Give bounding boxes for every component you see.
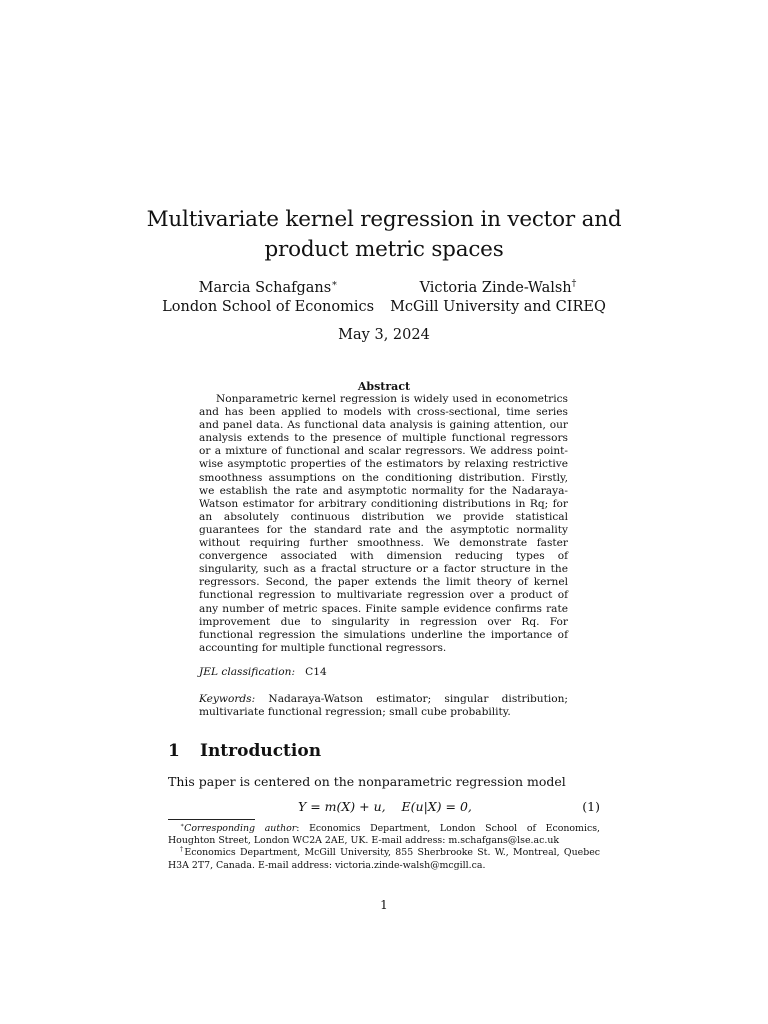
title-line-1: Multivariate kernel regression in vector and xyxy=(146,207,622,232)
section-heading xyxy=(168,741,321,761)
paper-date: May 3, 2024 xyxy=(338,327,430,343)
section-title: Introduction xyxy=(200,741,322,761)
footnote-2 xyxy=(168,847,600,871)
footnote-1-label: Corresponding author xyxy=(184,823,297,834)
jel-classification xyxy=(199,666,568,678)
author-1-name: Marcia Schafgans xyxy=(198,280,332,296)
author-2-name: Victoria Zinde-Walsh xyxy=(419,280,572,296)
author-1-mark: ∗ xyxy=(331,278,338,290)
footnotes xyxy=(168,823,600,872)
footnote-1-mark: ∗ xyxy=(180,821,185,829)
page-number: 1 xyxy=(380,898,388,912)
footnote-2-mark: † xyxy=(180,846,185,854)
keywords xyxy=(199,693,568,719)
footnote-1 xyxy=(168,823,600,847)
author-2 xyxy=(390,279,606,317)
author-1 xyxy=(162,279,374,317)
paper-title xyxy=(0,205,768,265)
keywords-value: Nadaraya-Watson estimator; singular distribution; multivariate functional regression; small cube probability. xyxy=(199,693,568,719)
jel-value: C14 xyxy=(305,666,327,678)
footnote-1-text: : Economics Department, London School of Economics, Houghton Street, London WC2A 2AE, UK. E-mail address: m.schafgans@lse.ac.uk xyxy=(168,823,600,847)
intro-text: This paper is centered on the nonparametric regression model xyxy=(168,774,566,789)
author-block xyxy=(0,279,768,317)
equation-number: (1) xyxy=(582,799,600,814)
abstract-heading: Abstract xyxy=(357,380,411,393)
title-line-2: product metric spaces xyxy=(264,237,504,262)
author-2-mark: † xyxy=(571,278,577,290)
section-number: 1 xyxy=(168,741,180,761)
keywords-label: Keywords: xyxy=(199,693,256,705)
author-1-affiliation: London School of Economics xyxy=(162,299,375,315)
abstract-text: Nonparametric kernel regression is widely used in econometrics and has been applied to models with cross-sectional, time series and panel data. As functional data analysis is gaining attention, our analysis extends to the presence of multiple functional regressors or a mixture of functional and scalar regressors. We address point-wise asymptotic properties of the estimators by relaxing restrictive smoothness assumptions on the conditioning distribution. Firstly, we establish the rate and asymptotic normality for the Nadaraya-Watson estimator for arbitrary conditioning distributions in Rq; for an absolutely continuous distribution we provide statistical guarantees for the standard rate and the asymptotic normality without requiring further smoothness. We demonstrate faster convergence associated with dimension reducing types of singularity, such as a fractal structure or a factor structure in the regressors. Second, the paper extends the limit theory of kernel functional regression to multivariate regression over a product of any number of metric spaces. Finite sample evidence confirms rate improvement due to singularity in regression over Rq. For functional regression the simulations underline the importance of accounting for multiple functional regressors. xyxy=(199,393,568,654)
footnote-2-text: Economics Department, McGill University, 855 Sherbrooke St. W., Montreal, Quebec H3A 2T7, Canada. E-mail address: victoria.zinde-walsh@mcgill.ca. xyxy=(168,847,601,871)
jel-label: JEL classification: xyxy=(199,666,296,678)
footnote-rule xyxy=(168,819,255,820)
equation-expression: Y = m(X) + u, E(u|X) = 0, xyxy=(298,799,472,814)
author-2-affiliation: McGill University and CIREQ xyxy=(390,299,606,315)
